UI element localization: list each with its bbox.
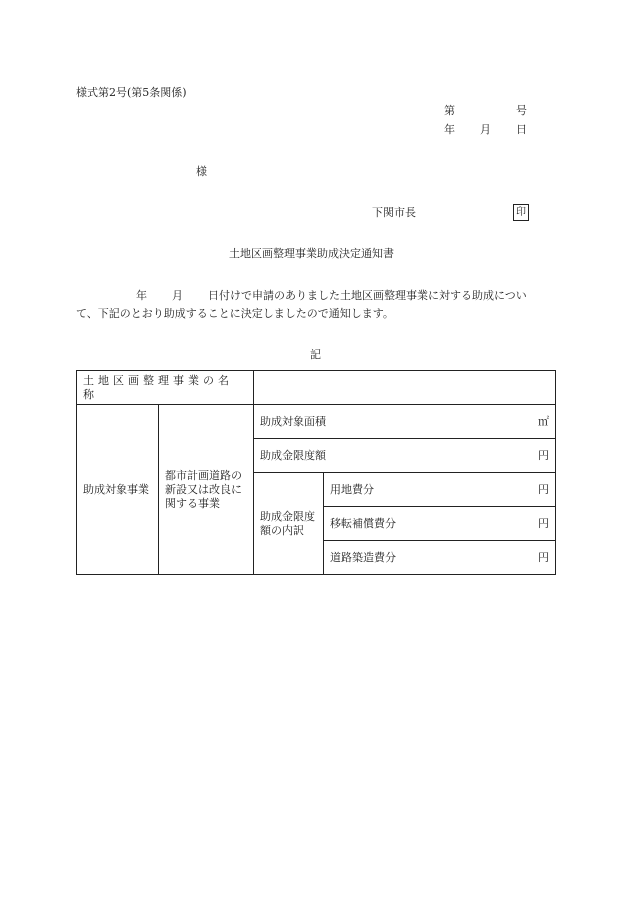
number-suffix: 号 — [516, 104, 527, 117]
relocation-label: 移転補償費分 — [330, 516, 396, 530]
breakdown-label: 助成金限度額の内訳 — [254, 473, 324, 575]
date-day: 日 — [516, 123, 527, 136]
issuer: 下関市長 — [372, 206, 416, 219]
number-prefix: 第 — [444, 104, 455, 117]
project-name-value — [254, 371, 556, 405]
table-row — [77, 371, 556, 405]
land-unit: 円 — [538, 482, 549, 496]
document-title: 土地区画整理事業助成決定通知書 — [229, 247, 394, 260]
relocation-row — [324, 507, 556, 541]
area-label: 助成対象面積 — [260, 414, 326, 428]
seal-stamp: 印 — [513, 204, 529, 221]
road-unit: 円 — [538, 550, 549, 564]
road-row — [324, 541, 556, 575]
subsidy-table — [76, 370, 556, 575]
subcategory-cell: 都市計画道路の新設又は改良に関する事業 — [159, 405, 254, 575]
addressee-suffix: 様 — [196, 165, 207, 178]
table-row — [77, 405, 556, 439]
limit-unit: 円 — [538, 448, 549, 462]
form-label: 様式第2号(第5条関係) — [76, 86, 187, 99]
date-month: 月 — [480, 123, 491, 136]
limit-row — [254, 439, 556, 473]
area-unit: ㎡ — [538, 414, 549, 428]
project-name-label: 土地区画整理事業の名称 — [77, 371, 254, 405]
land-row — [324, 473, 556, 507]
land-label: 用地費分 — [330, 482, 374, 496]
limit-label: 助成金限度額 — [260, 448, 326, 462]
body-month: 月 — [172, 289, 183, 302]
body-line1-text: 日付けで申請のありました土地区画整理事業に対する助成につい — [208, 289, 527, 302]
area-row — [254, 405, 556, 439]
relocation-unit: 円 — [538, 516, 549, 530]
road-label: 道路築造費分 — [330, 550, 396, 564]
ki-heading: 記 — [310, 348, 321, 361]
body-line2-text: て、下記のとおり助成することに決定しましたので通知します。 — [76, 307, 394, 320]
date-year: 年 — [444, 123, 455, 136]
body-year: 年 — [136, 289, 147, 302]
category-cell: 助成対象事業 — [77, 405, 159, 575]
